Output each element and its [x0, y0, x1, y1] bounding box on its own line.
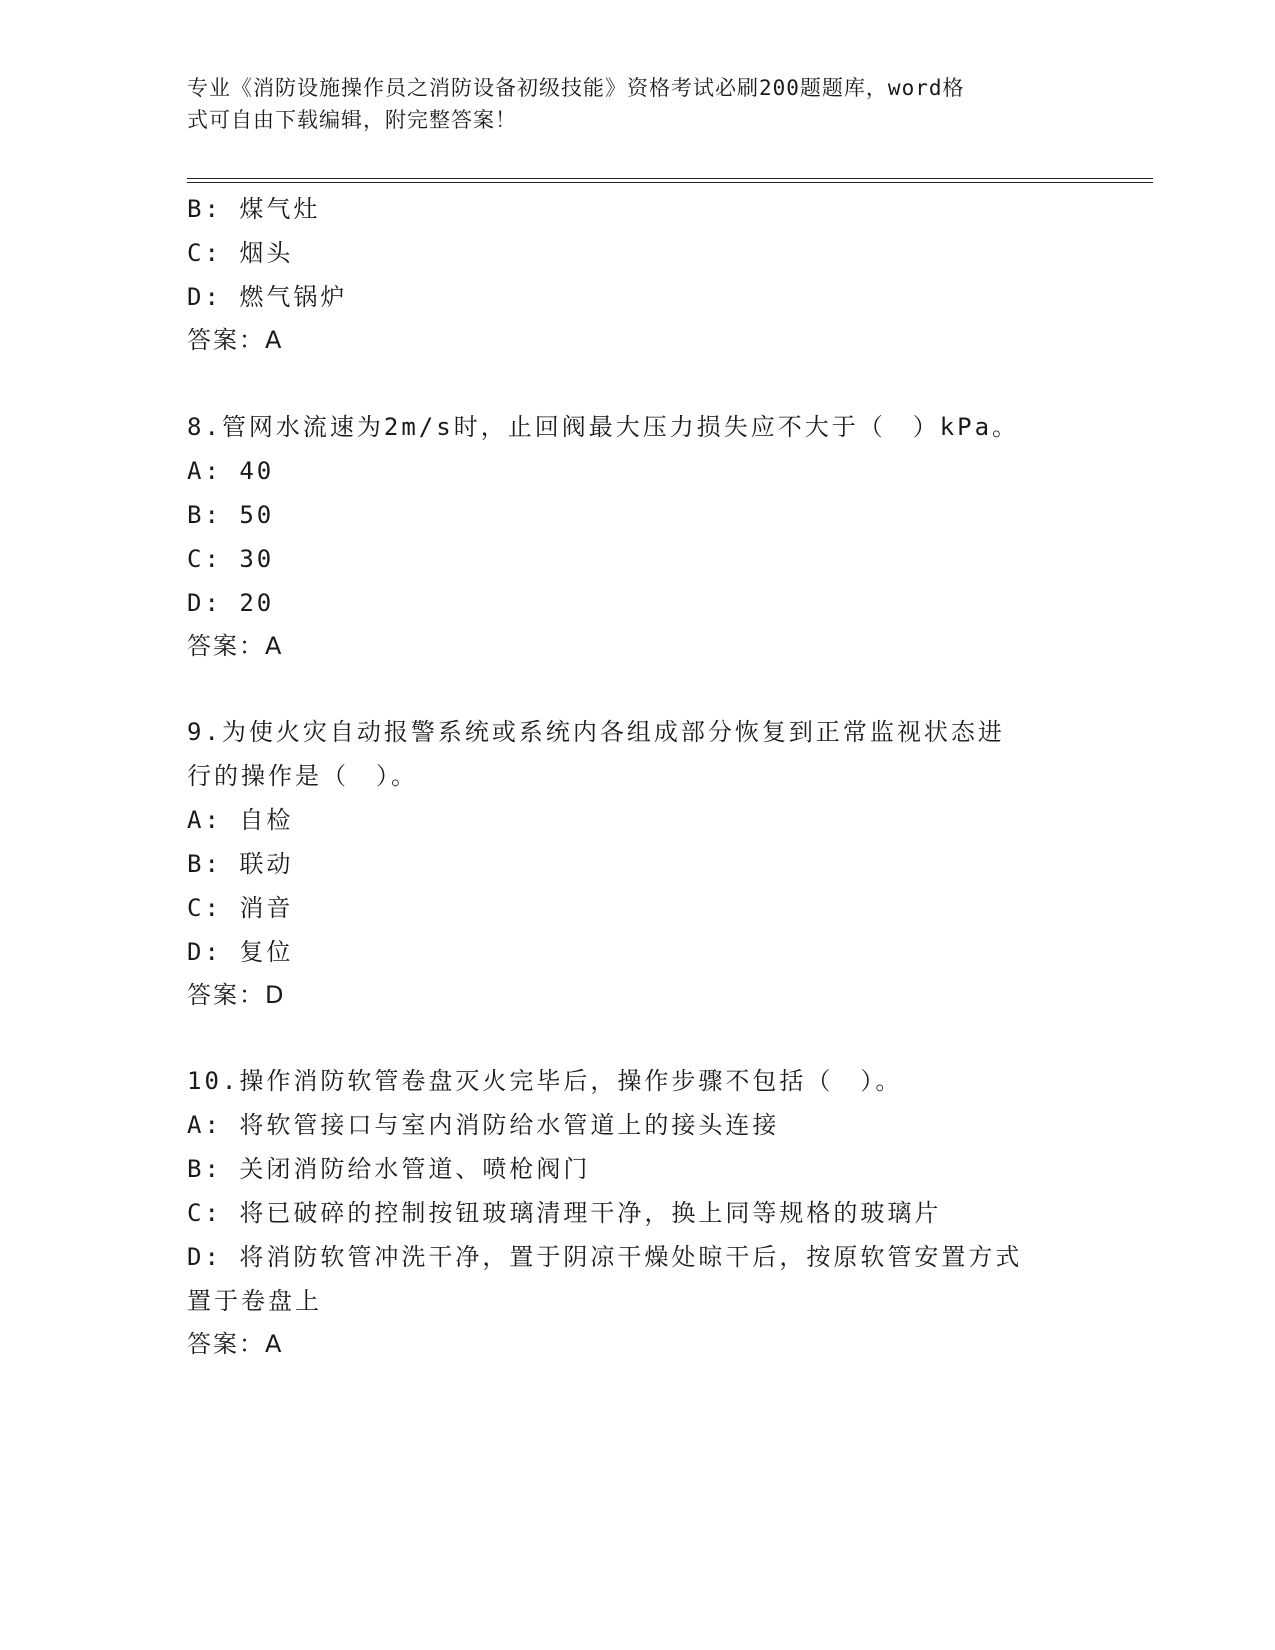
question-stem: 10.操作消防软管卷盘灭火完毕后，操作步骤不包括（ ）。 [187, 1067, 903, 1095]
option-c: C: 消音 [187, 894, 294, 922]
header-line-2: 式可自由下载编辑，附完整答案！ [187, 108, 517, 132]
header-line-1: 专业《消防设施操作员之消防设备初级技能》资格考试必刷200题题库，word格 [187, 76, 965, 100]
option-d-line-2: 置于卷盘上 [187, 1287, 322, 1315]
option-c: C: 烟头 [187, 239, 294, 267]
option-d: D: 20 [187, 589, 275, 617]
option-b: B: 50 [187, 501, 275, 529]
option-b: B: 联动 [187, 850, 294, 878]
option-d-line-1: D: 将消防软管冲洗干净，置于阴凉干燥处晾干后，按原软管安置方式 [187, 1243, 1023, 1271]
option-a: A: 自检 [187, 806, 294, 834]
option-a: A: 40 [187, 457, 275, 485]
option-c: C: 将已破碎的控制按钮玻璃清理干净，换上同等规格的玻璃片 [187, 1199, 942, 1227]
header-divider-top [187, 178, 1153, 179]
document-header [187, 72, 1067, 136]
header-divider-bottom [187, 182, 1153, 183]
option-b: B: 关闭消防给水管道、喷枪阀门 [187, 1155, 591, 1183]
option-a: A: 将软管接口与室内消防给水管道上的接头连接 [187, 1111, 780, 1139]
question-stem-line-2: 行的操作是（ ）。 [187, 762, 418, 790]
option-d: D: 复位 [187, 938, 294, 966]
question-stem-line-1: 9.为使火灾自动报警系统或系统内各组成部分恢复到正常监视状态进 [187, 718, 1005, 746]
option-d: D: 燃气锅炉 [187, 283, 348, 311]
answer-line: 答案：A [187, 326, 284, 354]
option-b: B: 煤气灶 [187, 195, 321, 223]
option-c: C: 30 [187, 545, 275, 573]
answer-line: 答案：D [187, 981, 286, 1009]
answer-line: 答案：A [187, 1330, 284, 1358]
answer-line: 答案：A [187, 632, 284, 660]
question-stem: 8.管网水流速为2m/s时，止回阀最大压力损失应不大于（ ）kPa。 [187, 413, 1020, 441]
